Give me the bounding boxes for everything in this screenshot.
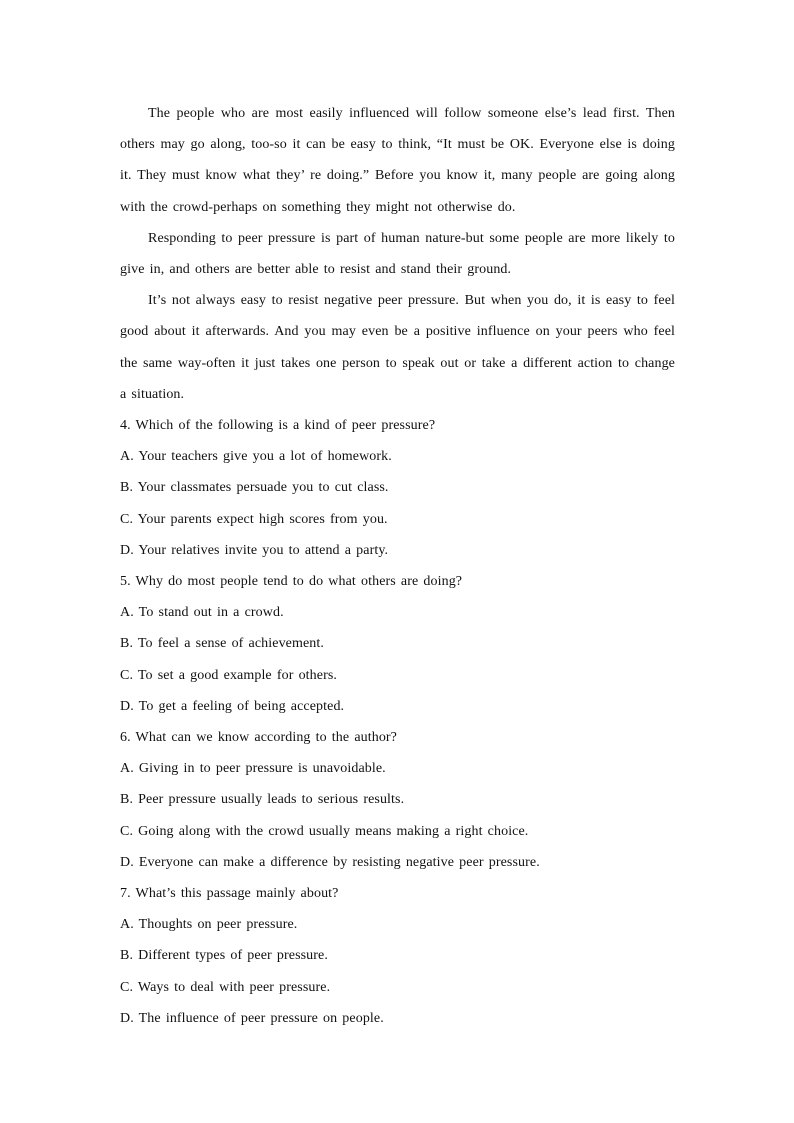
- answer-option-d: D. The influence of peer pressure on people.: [120, 1010, 384, 1026]
- question-6: [120, 722, 675, 878]
- passage-paragraph-1: The people who are most easily influenced will follow someone else’s lead first. Then others may go along, too-so it can be easy to think, “It must be OK. Everyone else is doing it. They must know what they’ re doing.” Before you know it, many people are going along with the crowd-perhaps on something they might not otherwise do.: [120, 106, 675, 215]
- answer-option-c: C. Ways to deal with peer pressure.: [120, 979, 331, 995]
- answer-option-a: A. Your teachers give you a lot of homework.: [120, 449, 392, 465]
- answer-option-d: D. Your relatives invite you to attend a party.: [120, 542, 389, 558]
- question-stem: 4. Which of the following is a kind of peer pressure?: [120, 418, 436, 434]
- question-stem: 7. What’s this passage mainly about?: [120, 886, 339, 902]
- answer-option-b: B. Different types of peer pressure.: [120, 948, 328, 964]
- answer-option-b: B. Peer pressure usually leads to serious results.: [120, 792, 405, 808]
- question-5: [120, 566, 675, 722]
- answer-option-d: D. Everyone can make a difference by resisting negative peer pressure.: [120, 854, 540, 870]
- answer-option-a: A. Thoughts on peer pressure.: [120, 917, 298, 933]
- question-stem: 6. What can we know according to the author?: [120, 730, 397, 746]
- answer-option-c: C. To set a good example for others.: [120, 667, 337, 683]
- passage-paragraph-2: Responding to peer pressure is part of human nature-but some people are more likely to give in, and others are better able to resist and stand their ground.: [120, 230, 675, 278]
- answer-option-b: B. Your classmates persuade you to cut class.: [120, 480, 389, 496]
- answer-option-a: A. Giving in to peer pressure is unavoidable.: [120, 761, 386, 777]
- passage-paragraph-3: It’s not always easy to resist negative peer pressure. But when you do, it is easy to feel good about it afterwards. And you may even be a positive influence on your peers who feel the same way-often it just takes one person to speak out or take a different action to change a situation.: [120, 293, 675, 402]
- answer-option-a: A. To stand out in a crowd.: [120, 605, 284, 621]
- question-7: [120, 878, 675, 1034]
- answer-option-c: C. Going along with the crowd usually means making a right choice.: [120, 823, 529, 839]
- question-4: [120, 410, 675, 566]
- answer-option-c: C. Your parents expect high scores from you.: [120, 511, 388, 527]
- answer-option-d: D. To get a feeling of being accepted.: [120, 698, 345, 714]
- reading-passage: [120, 98, 675, 410]
- answer-option-b: B. To feel a sense of achievement.: [120, 636, 324, 652]
- document-page: [120, 98, 675, 1034]
- question-stem: 5. Why do most people tend to do what others are doing?: [120, 574, 463, 590]
